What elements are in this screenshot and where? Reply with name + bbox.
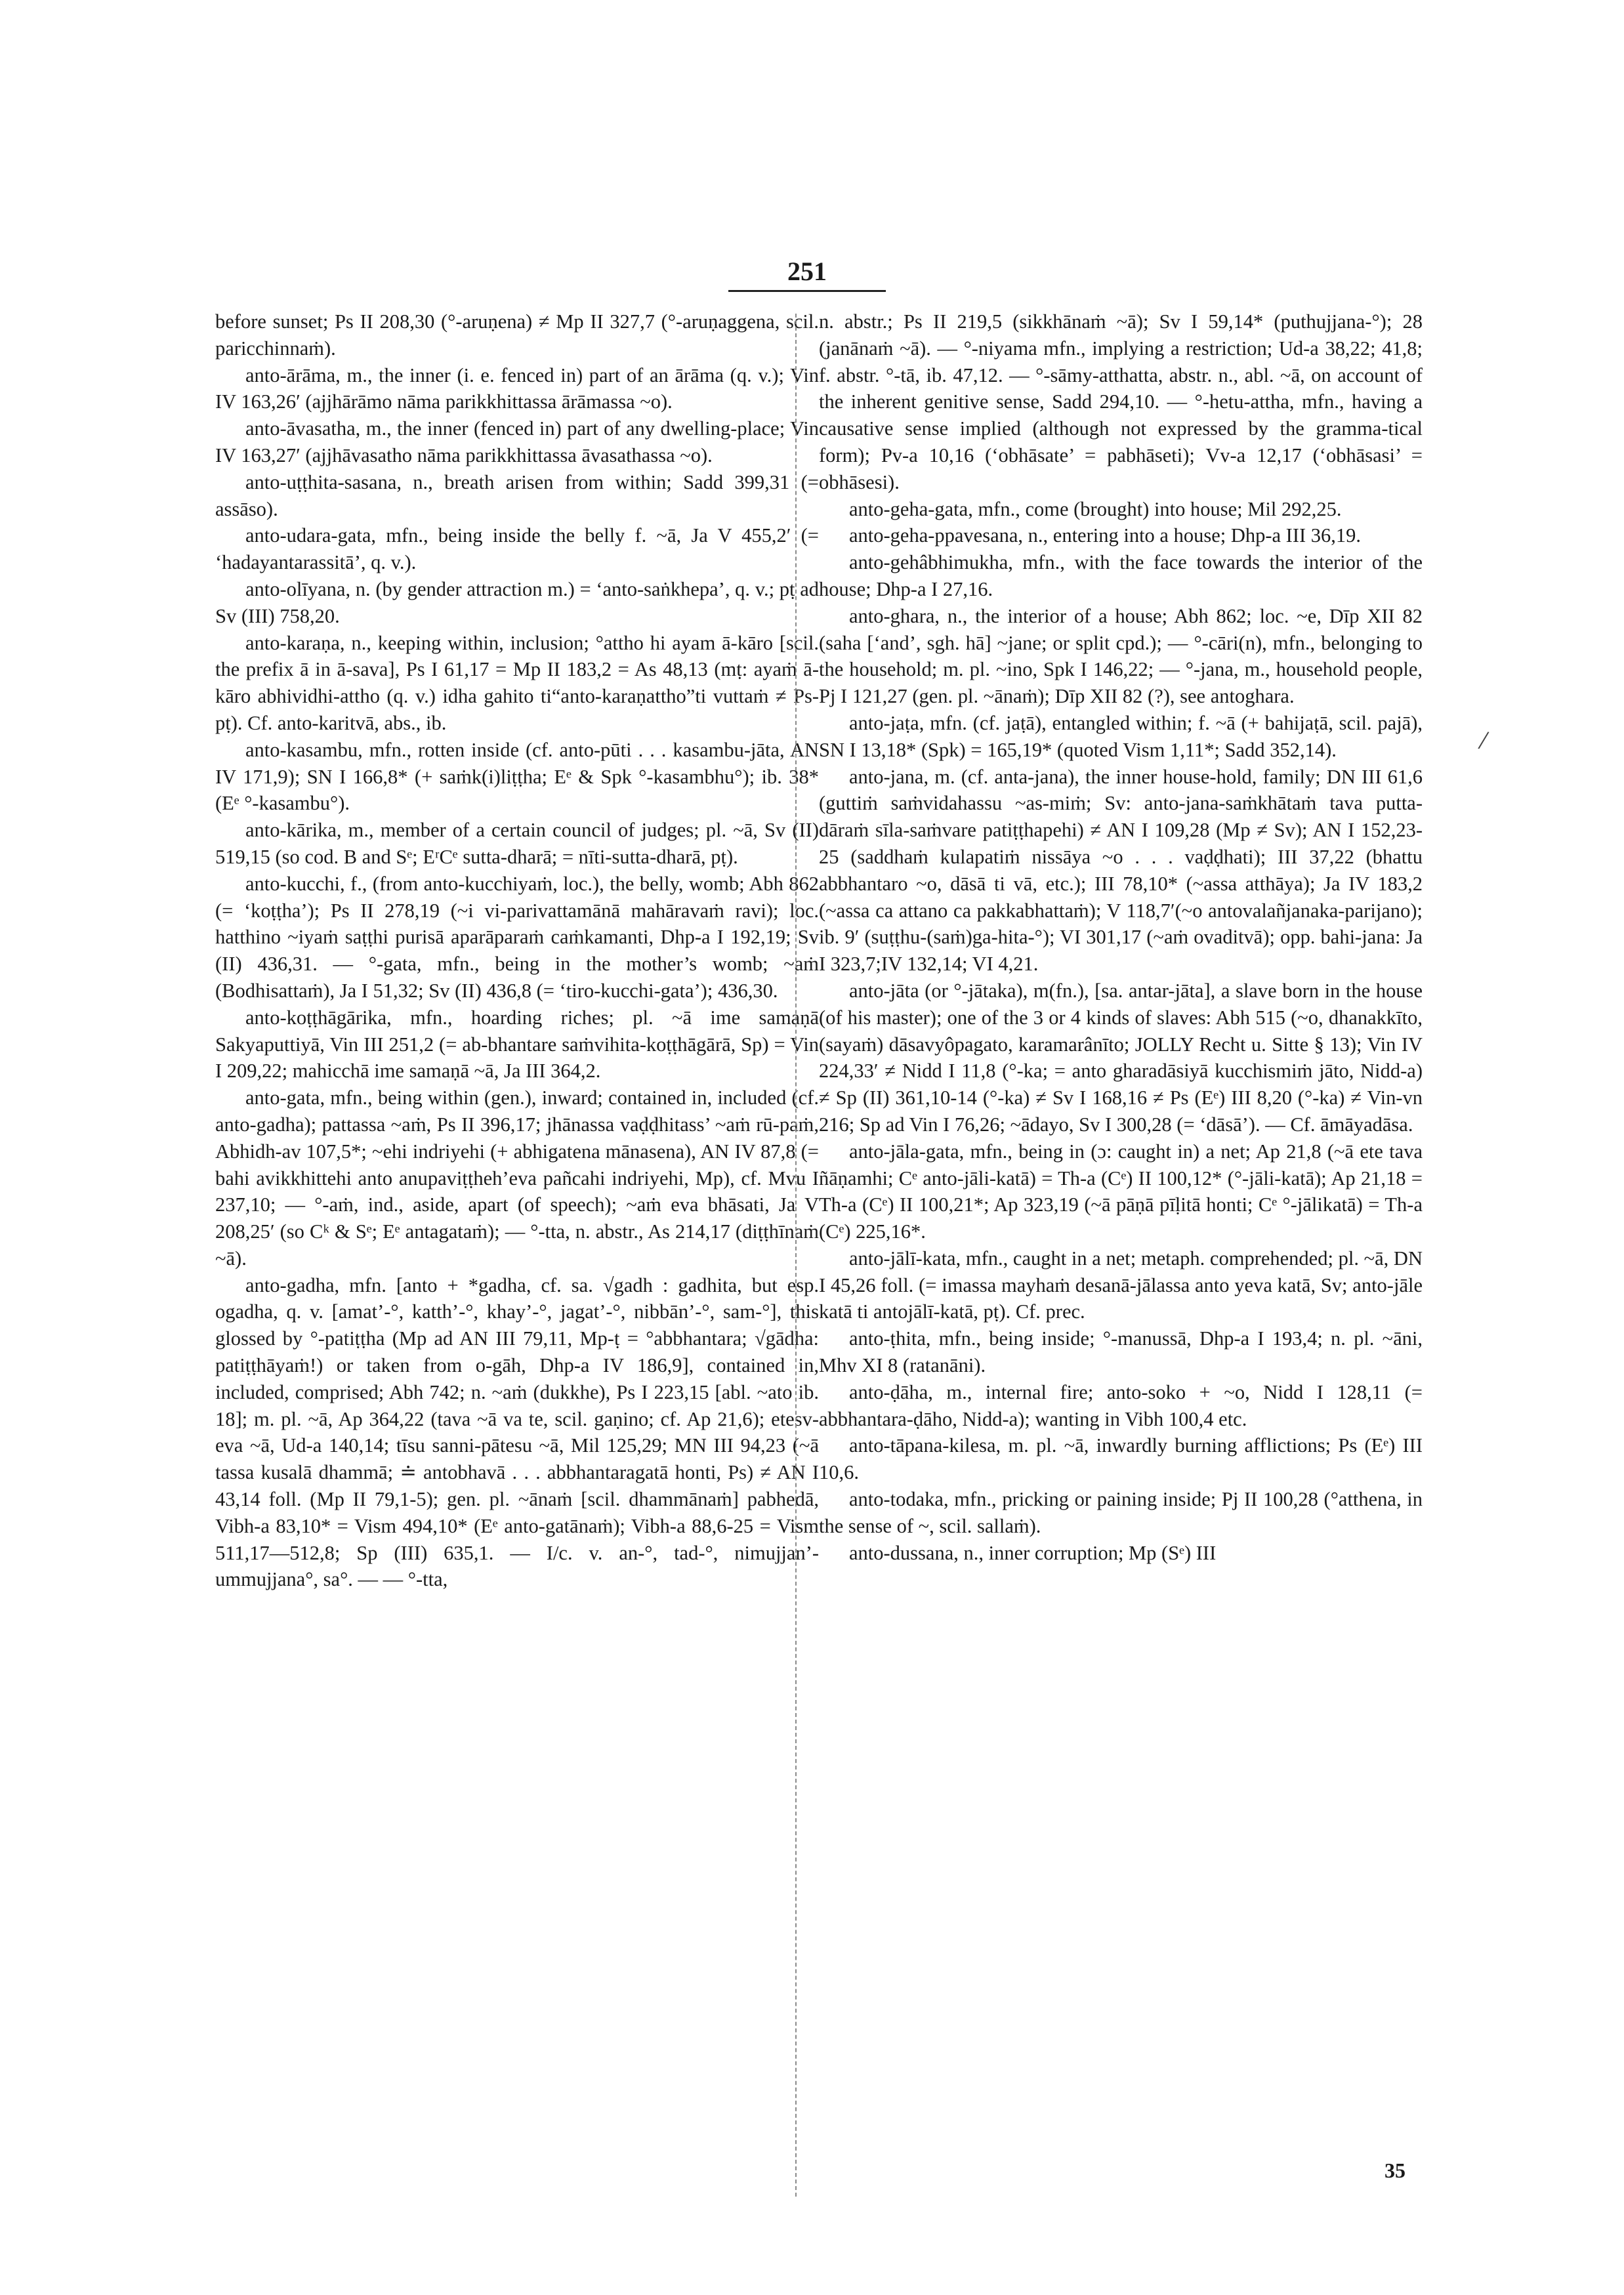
dictionary-entry-anto-avasatha: anto-āvasatha, m., the inner (fenced in) part of any dwelling-place; Vin IV 163,27′ (ajjhāvasatho nāma parikkhittassa āvasathassa ~o). [215,417,819,466]
dictionary-entry-anto-kotthagarika: anto-koṭṭhāgārika, mfn., hoarding riches; pl. ~ā ime samaṇā Sakyaputtiyā, Vin III 251,2 (= ab-bhantare saṁvihita-koṭṭhāgārā, Sp) = Vin I 209,22; mahicchā ime samaṇā ~ā, Ja III 364,2. [215,1006,819,1083]
dictionary-entry-anto-oliyana: anto-olīyana, n. (by gender attraction m.) = ‘anto-saṅkhepa’, q. v.; pṭ ad Sv (III) 758,20. [215,577,819,627]
dictionary-entry-anto-gehabhimukha: anto-gehâbhimukha, mfn., with the face towards the interior of the house; Dhp-a I 27,16. [819,551,1423,600]
dictionary-entry-anto-arama: anto-ārāma, m., the inner (i. e. fenced in) part of an ārāma (q. v.); Vin IV 163,26′ (ajjhārāmo nāma parikkhittassa ārāmassa ~o). [215,363,819,413]
dictionary-entry-anto-gata: anto-gata, mfn., being within (gen.), inward; contained in, included (cf. anto-gadha); pattassa ~aṁ, Ps II 396,17; jhānassa vaḍḍhitass’ ~aṁ rū-paṁ, Abhidh-av 107,5*; ~ehi indriyehi (+ abhigatena mānasena), AN IV 87,8 (= bahi avikkhittehi anto anupaviṭṭheh’eva pañcahi indriyehi, Mp), cf. Mvu I 237,10; — °-aṁ, ind., aside, apart (of speech); ~aṁ eva bhāsati, Ja V 208,25′ (so Cᵏ & Sᵉ; Eᵉ antagataṁ); — °-tta, n. abstr., As 214,17 (diṭṭhīnaṁ ~ā). [215,1086,819,1270]
dictionary-entry-cont-before-sunset: before sunset; Ps II 208,30 (°-aruṇena) ≠ Mp II 327,7 (°-aruṇaggena, scil. paricchinnaṁ). [215,310,819,360]
dictionary-entry-anto-gadha: anto-gadha, mfn. [anto + *gadha, cf. sa. √gadh : gadhita, but esp. ogadha, q. v. [amat’-°, katth’-°, khay’-°, jagat’-°, nibbān’-°, sam-°], this glossed by °-patiṭṭha (Mp ad AN III 79,11, Mp-ṭ = °abbhantara; √gādha: patiṭṭhāyaṁ!) or taken from o-gāh, Dhp-a IV 186,9], contained in, included, comprised; Abh 742; n. ~aṁ (dukkhe), Ps I 223,15 [abl. ~ato ib. 18]; m. pl. ~ā, Ap 364,22 (tava ~ā va te, scil. gaṇino; cf. Ap 21,6); etesv-eva ~ā, Ud-a 140,14; tīsu sanni-pātesu ~ā, Mil 125,29; MN III 94,23 (~ā tassa kusalā dhammā; ≐ antobhavā . . . abbhantaragatā honti, Ps) ≠ AN I 43,14 foll. (Mp II 79,1-5); gen. pl. ~ānaṁ [scil. dhammānaṁ] pabhedā, Vibh-a 83,10* = Vism 494,10* (Eᵉ anto-gatānaṁ); Vibh-a 88,6-25 = Vism 511,17—512,8; Sp (III) 635,1. — I/c. v. an-°, tad-°, nimujjan’-ummujjana°, sa°. — — °-tta, [215,1273,819,1591]
dictionary-entry-anto-geha-ppavesana: anto-geha-ppavesana, n., entering into a house; Dhp-a III 36,19. [849,524,1362,547]
dictionary-entry-anto-karika: anto-kārika, m., member of a certain council of judges; pl. ~ā, Sv (II) 519,15 (so cod. B and Sᵉ; EʳCᵉ sutta-dharā; = nīti-sutta-dharā, pṭ). [215,819,819,868]
dictionary-entry-anto-karana: anto-karaṇa, n., keeping within, inclusion; °attho hi ayam ā-kāro [scil. the prefix ā in ā-sava], Ps I 61,17 = Mp II 183,2 = As 48,13 (mṭ: ayaṁ ā-kāro abhividhi-attho (q. v.) idha gahito ti“anto-karaṇattho”ti vuttaṁ ≠ Ps-pṭ). Cf. anto-karitvā, abs., ib. [215,631,819,734]
dictionary-entry-anto-kasambu: anto-kasambu, mfn., rotten inside (cf. anto-pūti . . . kasambu-jāta, AN IV 171,9); SN I 166,8* (+ saṁk(i)liṭṭha; Eᵉ & Spk °-kasambhu°); ib. 38* (Eᵉ °-kasambu°). [215,738,819,815]
dictionary-entry-anto-udara-gata: anto-udara-gata, mfn., being inside the belly f. ~ā, Ja V 455,2′ (= ‘hadayantarassitā’, q. v.). [215,524,819,574]
dictionary-entry-anto-geha-gata: anto-geha-gata, mfn., come (brought) into house; Mil 292,25. [849,497,1342,520]
header-rule [728,290,886,292]
dictionary-entry-anto-daha: anto-ḍāha, m., internal fire; anto-soko + ~o, Nidd I 128,11 (= abbhantara-ḍāho, Nidd-a); wanting in Vibh 100,4 etc. [819,1380,1423,1430]
dictionary-entry-anto-kucchi: anto-kucchi, f., (from anto-kucchiyaṁ, loc.), the belly, womb; Abh 862 (= ‘koṭṭha’); Ps II 278,19 (~i vi-parivattamānā mahāravaṁ ravi); loc. hatthino ~iyaṁ saṭṭhi purisā aparāparaṁ caṁkamanti, Dhp-a I 192,19; Sv (II) 436,31. — °-gata, mfn., being in the mother’s womb; ~aṁ (Bodhisattaṁ), Ja I 51,32; Sv (II) 436,8 (= ‘tiro-kucchi-gata’); 436,30. [215,872,819,1002]
dictionary-entry-anto-todaka: anto-todaka, mfn., pricking or paining inside; Pj II 100,28 (°atthena, in the sense of ~, scil. sallaṁ). [819,1488,1423,1537]
dictionary-entry-anto-jana: anto-jana, m. (cf. anta-jana), the inner house-hold, family; DN III 61,6 (guttiṁ saṁvidahassu ~as-miṁ; Sv: anto-jana-saṁkhātaṁ tava putta-dāraṁ sīla-saṁvare patiṭṭhapehi) ≠ AN I 109,28 (Mp ≠ Sv); AN I 152,23-25 (saddhaṁ kulapatiṁ nissāya ~o . . . vaḍḍhati); III 37,22 (bhattu abbhantaro ~o, dāsā ti vā, etc.); III 78,10* (~assa atthāya); Ja IV 183,2 (~assa ca attano ca pakkabhattaṁ); V 118,7′(~o antovalañjanaka-parijano); ib. 9′ (suṭṭhu-(saṁ)ga-hita-°); VI 301,17 (~aṁ ovaditvā); opp. bahi-jana: Ja I 323,7;IV 132,14; VI 4,21. [819,765,1423,976]
page-number: 251 [787,257,827,286]
margin-mark: / [1476,725,1491,756]
dictionary-entry-anto-thita: anto-ṭhita, mfn., being inside; °-manussā, Dhp-a I 193,4; n. pl. ~āni, Mhv XI 8 (ratanāni). [819,1327,1423,1377]
dictionary-entry-anto-jata-2: anto-jāta (or °-jātaka), m(fn.), [sa. antar-jāta], a slave born in the house (of his master); one of the 3 or 4 kinds of slaves: Abh 515 (~o, dhanakkīto, (sayaṁ) dāsavyôpagato, karamarânīto; JOLLY Recht u. Sitte § 13); Vin IV 224,33′ ≠ Nidd I 11,8 (°-ka; = anto gharadāsiyā kucchismiṁ jāto, Nidd-a) ≠ Sp (II) 361,10-14 (°-ka) ≠ Sv I 168,16 ≠ Ps (Eᵉ) III 8,20 (°-ka) ≠ Vin-vn 216; Sp ad Vin I 76,26; ~ādayo, Sv I 300,28 (= ‘dāsā’). — Cf. āmāyadāsa. [819,979,1423,1136]
dictionary-entry-anto-jala-gata: anto-jāla-gata, mfn., being in (ɔ: caught in) a net; Ap 21,8 (~ā ete tava ñāṇamhi; Cᵉ anto-jāli-katā) = Th-a (Cᵉ) II 100,12* (°-jāli-katā); Ap 21,18 = Th-a (Cᵉ) II 100,21*; Ap 323,19 (~ā pāṇā pīḷitā honti; Cᵉ °-jālikatā) = Th-a (Cᵉ) 225,16*. [819,1140,1423,1243]
dictionary-entry-anto-jali-kata: anto-jālī-kata, mfn., caught in a net; metaph. comprehended; pl. ~ā, DN I 45,26 foll. (= imassa mayhaṁ desanā-jālassa anto yeva katā, Sv; anto-jāle katā ti antojālī-katā, pṭ). Cf. prec. [819,1247,1423,1323]
dictionary-entry-anto-tapana-kilesa: anto-tāpana-kilesa, m. pl. ~ā, inwardly burning afflictions; Ps (Eᵉ) III 10,6. [819,1434,1423,1484]
signature-number: 35 [1385,2159,1405,2182]
column-divider [795,314,797,2197]
dictionary-entry-anto-ghara: anto-ghara, n., the interior of a house; Abh 862; loc. ~e, Dīp XII 82 (saha [‘and’, sgh. hā] ~jane; or split cpd.); — °-cāri(n), mfn., belonging to the household; m. pl. ~ino, Spk I 146,22; — °-jana, m., household people, Pj I 121,27 (gen. pl. ~ānaṁ); Dīp XII 82 (?), see antoghara. [819,604,1423,708]
dictionary-entry-anto-jata: anto-jaṭa, mfn. (cf. jaṭā), entangled within; f. ~ā (+ bahijaṭā, scil. pajā), SN I 13,18* (Spk) = 165,19* (quoted Vism 1,11*; Sadd 352,14). [819,711,1423,761]
right-column [819,308,1423,1566]
dictionary-entry-anto-dussana: anto-dussana, n., inner corruption; Mp (Sᵉ) III [849,1541,1217,1564]
dictionary-entry-anto-utthita-sasana: anto-uṭṭhita-sasana, n., breath arisen from within; Sadd 399,31 (= assāso). [215,470,819,520]
left-column [215,308,819,1593]
dictionary-entry-cont-anto-gadha: n. abstr.; Ps II 219,5 (sikkhānaṁ ~ā); Sv I 59,14* (puthujjana-°); 28 (janānaṁ ~ā). — °-niyama mfn., implying a restriction; Ud-a 38,22; 41,8; f. abstr. °-tā, ib. 47,12. — °-sāmy-atthatta, abstr. n., abl. ~ā, on account of the inherent genitive sense, Sadd 294,10. — °-hetu-attha, mfn., having a causative sense implied (although not expressed by the gramma-tical form); Pv-a 10,16 (‘obhāsate’ = pabhāseti); Vv-a 12,17 (‘obhāsasi’ = obhāsesi). [819,310,1423,493]
